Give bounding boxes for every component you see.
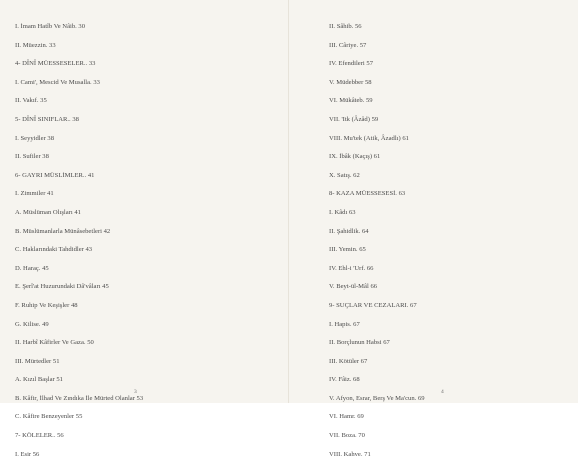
- toc-entry: V. Müdebber 58: [329, 78, 372, 86]
- toc-entry: I. Seyyidler 38: [15, 134, 55, 142]
- left-page: [0, 0, 289, 458]
- right-toc-list: [329, 18, 425, 464]
- toc-entry: 7- KÖLELER.. 56: [15, 432, 64, 440]
- toc-entry: III. Kötüler 67: [329, 357, 368, 365]
- toc-entry: VII. Boza. 70: [329, 432, 365, 440]
- toc-entry: X. Satış. 62: [329, 171, 360, 179]
- right-page: [289, 0, 578, 458]
- toc-entry: VI. Hamr. 69: [329, 413, 364, 421]
- toc-entry: 5- DÎNÎ SINIFLAR.. 38: [15, 115, 79, 123]
- toc-entry: F. Ruhip Ve Keşişler 48: [15, 301, 78, 309]
- toc-entry: VI. Mükâteb. 59: [329, 97, 373, 105]
- toc-entry: II. Sâhib. 56: [329, 23, 362, 30]
- toc-entry: B. Müslümanlarla Münâsebetleri 42: [15, 227, 111, 235]
- toc-entry: B. Kâfir, İlhad Ve Zındıka İle Mürted Olanlar 53: [15, 394, 144, 402]
- toc-entry: 8- KAZA MÜESSESESİ. 63: [329, 190, 406, 198]
- toc-entry: IV. Fâiz. 68: [329, 376, 360, 384]
- toc-entry: IV. Efendileri 57: [329, 60, 374, 68]
- toc-entry: I. Kâdı 63: [329, 208, 356, 216]
- toc-entry: II. Şahidlik. 64: [329, 227, 369, 235]
- toc-entry: C. Kâfire Benzeyenler 55: [15, 413, 83, 421]
- toc-entry: 9- SUÇLAR VE CEZALARI. 67: [329, 301, 417, 309]
- toc-entry: II. Harbî Kâfirler Ve Gaza. 50: [15, 339, 94, 347]
- toc-entry: G. Kilise. 49: [15, 320, 49, 328]
- toc-entry: V. Afyon, Esrar, Berş Ve Ma'cun. 69: [329, 394, 425, 402]
- toc-entry: V. Beyt-ül-Mâl 66: [329, 283, 378, 291]
- toc-entry: E. Şerî'at Huzurundaki Dâ'vâları 45: [15, 283, 109, 291]
- toc-entry: VII. 'Itk (Âzâd) 59: [329, 115, 379, 123]
- toc-entry: I. Zimmiler 41: [15, 190, 54, 198]
- toc-entry: II. Borçlunun Habsi 67: [329, 339, 390, 347]
- toc-entry: D. Haraç. 45: [15, 264, 49, 272]
- toc-entry: III. Mürtedler 51: [15, 357, 60, 365]
- toc-entry: I. Esir 56: [15, 450, 40, 458]
- toc-entry: VIII. Kahve. 71: [329, 450, 371, 458]
- toc-entry: VIII. Mu'tek (Atik, Âzadlı) 61: [329, 134, 409, 142]
- toc-entry: A. Kızıl Başlar 51: [15, 376, 63, 384]
- toc-entry: III. Câriye. 57: [329, 41, 367, 49]
- left-toc-list: [15, 18, 143, 464]
- toc-entry: III. Yemin. 65: [329, 246, 366, 254]
- toc-entry: II. Müezzin. 33: [15, 41, 56, 49]
- toc-entry: II. Vakıf. 35: [15, 97, 47, 105]
- toc-entry: I. İmam Hatîb Ve Nâib. 30: [15, 23, 86, 30]
- toc-entry: A. Müslüman Olışları 41: [15, 208, 81, 216]
- toc-entry: 6- GAYRI MÜSLİMLER.. 41: [15, 171, 95, 179]
- right-page-number: 4: [441, 389, 444, 395]
- toc-entry: C. Haklarındaki Tahdidler 43: [15, 246, 93, 254]
- toc-entry: II. Sufiler 38: [15, 153, 49, 161]
- toc-entry: 4- DÎNÎ MÜESSESELER.. 33: [15, 60, 96, 68]
- left-page-number: 3: [134, 389, 137, 395]
- toc-entry: I. Hapis. 67: [329, 320, 360, 328]
- toc-entry: IV. Ehl-i 'Urf. 66: [329, 264, 374, 272]
- toc-entry: I. Cami', Mescid Ve Musalla. 33: [15, 78, 100, 86]
- toc-entry: IX. İbâk (Kaçış) 61: [329, 153, 381, 161]
